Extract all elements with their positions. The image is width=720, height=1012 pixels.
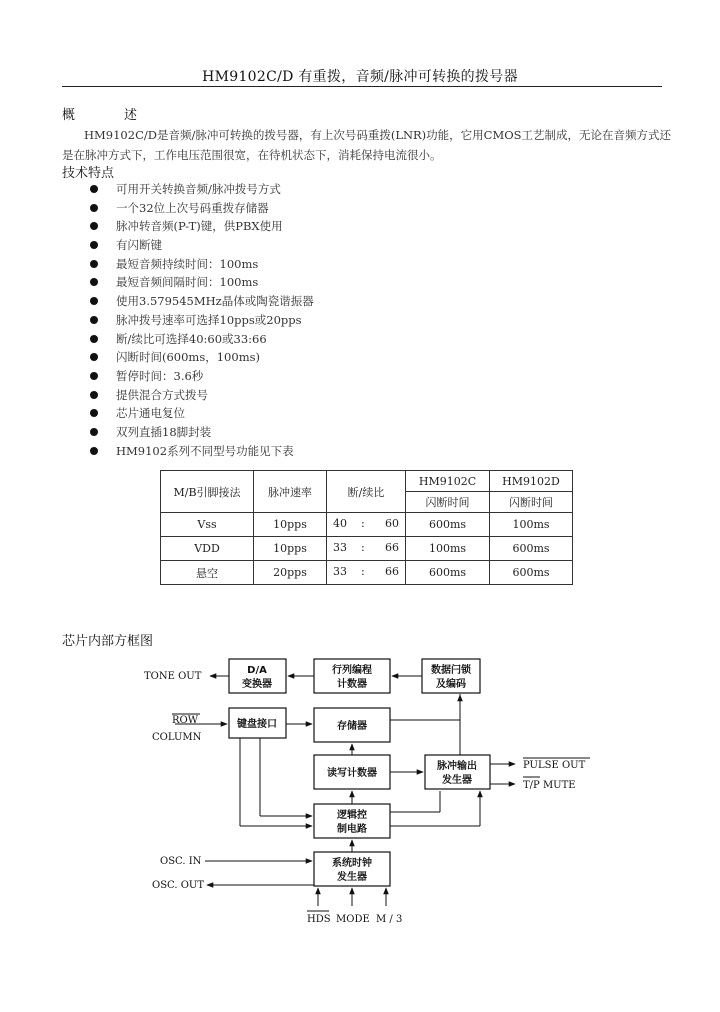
logic-label-2: 制电路 [337, 824, 367, 835]
cell-flash-c: 600ms [406, 513, 490, 537]
cell-rate: 10pps [254, 513, 327, 537]
feature-item: 有闪断键 [90, 236, 314, 255]
page-title: HM9102C/D 有重拨，音频/脉冲可转换的拨号器 [202, 69, 518, 85]
feature-item: 最短音频间隔时间：100ms [90, 273, 314, 292]
cell-ratio: 33 : 66 [327, 561, 406, 585]
header-rate: 脉冲速率 [254, 471, 327, 513]
cell-flash-d: 100ms [490, 513, 573, 537]
header-pin: M/B引脚接法 [161, 471, 254, 513]
cell-flash-d: 600ms [490, 561, 573, 585]
header-ratio: 断/续比 [327, 471, 406, 513]
header-flash-c: 闪断时间 [406, 492, 490, 513]
rowcol-label-1: 行列编程 [332, 665, 372, 676]
block-diagram-heading: 芯片内部方框图 [62, 634, 154, 649]
connections [172, 676, 590, 911]
row-label: ROW [172, 715, 199, 726]
cell-flash-d: 600ms [490, 537, 573, 561]
pulse-out-label: PULSE OUT [523, 760, 586, 771]
latch-label-1: 数据闩锁 [431, 665, 471, 676]
clock-label-1: 系统时钟 [332, 858, 372, 869]
header-hm9102c: HM9102C [406, 471, 490, 492]
feature-item: 使用3.579545MHz晶体或陶瓷谐振器 [90, 292, 314, 311]
cell-pin: VDD [161, 537, 254, 561]
feature-item: 暂停时间：3.6秒 [90, 367, 314, 386]
latch-label-2: 及编码 [436, 679, 466, 690]
feature-item: 芯片通电复位 [90, 404, 314, 423]
feature-item: 一个32位上次号码重拨存储器 [90, 199, 314, 218]
overview-heading: 概 述 [62, 108, 156, 123]
block-labels [237, 663, 477, 883]
osc-in-label: OSC. IN [160, 856, 202, 867]
cell-ratio: 40 : 60 [327, 513, 406, 537]
header-flash-d: 闪断时间 [490, 492, 573, 513]
column-label: COLUMN [152, 732, 202, 743]
memory-label: 存储器 [337, 721, 367, 732]
keyboard-label: 键盘接口 [237, 719, 277, 730]
rowcol-label-2: 计数器 [337, 679, 367, 690]
hds-label: HDS [307, 914, 331, 925]
feature-item: 脉冲拨号速率可选择10pps或20pps [90, 311, 314, 330]
rw-counter-label: 读写计数器 [327, 768, 377, 779]
feature-item: 提供混合方式拨号 [90, 386, 314, 405]
cell-pin: Vss [161, 513, 254, 537]
cell-flash-c: 100ms [406, 537, 490, 561]
feature-item: 最短音频持续时间：100ms [90, 255, 314, 274]
tone-out-label: TONE OUT [144, 671, 202, 682]
pulse-label-1: 脉冲输出 [437, 761, 477, 772]
tp-mute-label: T/P MUTE [523, 780, 576, 791]
feature-item: 双列直插18脚封装 [90, 423, 314, 442]
overview-paragraph: HM9102C/D是音频/脉冲可转换的拨号器，有上次号码重拨(LNR)功能，它用CMOS工艺制成，无论在音频方式还是在脉冲方式下，工作电压范围很宽，在待机状态下，消耗保持电流很小。 [62, 128, 672, 162]
da-label-2: 变换器 [242, 679, 272, 690]
features-heading: 技术特点 [62, 166, 115, 181]
osc-out-label: OSC. OUT [152, 880, 204, 891]
da-label-1: D/A [247, 665, 267, 676]
feature-item: 断/续比可选择40:60或33:66 [90, 330, 314, 349]
header-hm9102d: HM9102D [490, 471, 573, 492]
logic-label-1: 逻辑控 [337, 810, 367, 821]
m3-label: M / 3 [376, 914, 403, 925]
cell-rate: 10pps [254, 537, 327, 561]
mode-label: MODE [336, 914, 370, 925]
feature-item: 闪断时间(600ms，100ms) [90, 348, 314, 367]
feature-item: 脉冲转音频(P-T)键，供PBX使用 [90, 217, 314, 236]
feature-item: HM9102系列不同型号功能见下表 [90, 442, 314, 461]
cell-ratio: 33 : 66 [327, 537, 406, 561]
cell-rate: 20pps [254, 561, 327, 585]
feature-item: 可用开关转换音频/脉冲拨号方式 [90, 180, 314, 199]
pulse-label-2: 发生器 [442, 775, 472, 786]
clock-label-2: 发生器 [337, 872, 367, 883]
signal-labels [144, 671, 586, 925]
cell-pin: 悬空 [161, 561, 254, 585]
cell-flash-c: 600ms [406, 561, 490, 585]
